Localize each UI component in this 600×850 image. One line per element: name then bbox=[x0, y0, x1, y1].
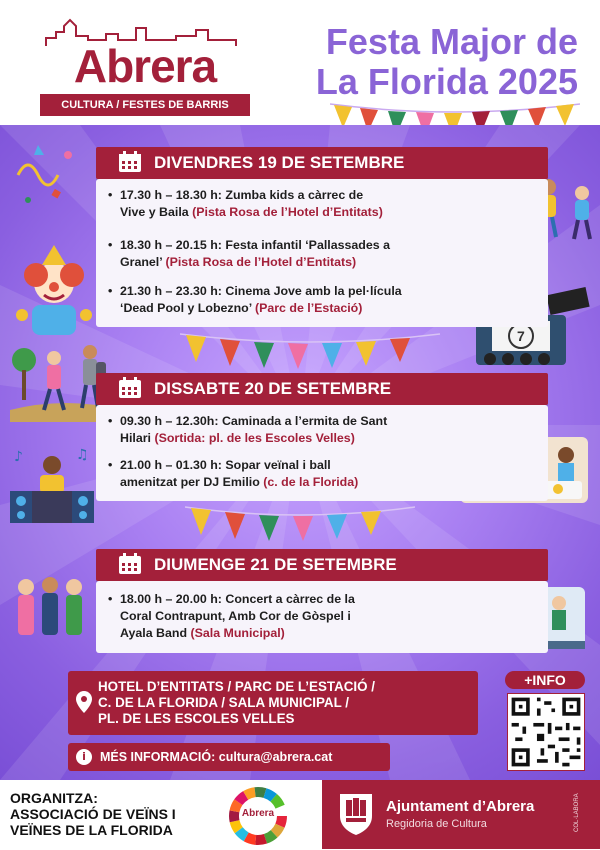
dj-illustration bbox=[10, 447, 94, 525]
svg-text:♫: ♫ bbox=[76, 447, 89, 463]
calendar-icon bbox=[118, 553, 142, 575]
choir-illustration bbox=[10, 573, 90, 647]
event-line: 21.00 h – 01.30 h: Sopar veïnal i ball bbox=[120, 458, 331, 472]
event-line: ‘Dead Pool y Lobezno’ bbox=[120, 301, 255, 315]
qr-section bbox=[505, 671, 585, 771]
day-label: DISSABTE 20 DE SETEMBRE bbox=[154, 379, 392, 398]
poster-body bbox=[0, 125, 600, 780]
page-title-line-1: Festa Major de bbox=[325, 21, 578, 62]
more-info-text[interactable]: MÉS INFORMACIÓ: cultura@abrera.cat bbox=[100, 750, 333, 764]
abrera-logo bbox=[36, 18, 254, 111]
confetti-decoration bbox=[8, 135, 88, 215]
event-line: Ayala Band bbox=[120, 626, 191, 640]
qr-code-icon bbox=[508, 694, 584, 770]
day-header-friday bbox=[96, 147, 548, 179]
page-title-line-2: La Florida 2025 bbox=[315, 61, 578, 102]
events-sunday bbox=[96, 581, 548, 653]
coat-of-arms-icon bbox=[338, 792, 374, 836]
event-place: (c. de la Florida) bbox=[263, 475, 359, 489]
day-header-saturday bbox=[96, 373, 548, 405]
bunting-middle-1 bbox=[180, 330, 440, 370]
ajuntament-name: Ajuntament d’Abrera bbox=[386, 798, 535, 815]
event-item bbox=[108, 413, 530, 447]
event-line: 18.00 h – 20.00 h: Concert a càrrec de la bbox=[120, 592, 355, 606]
event-line: Coral Contrapunt, Amb Cor de Gòspel i bbox=[120, 609, 351, 623]
sdg-text: Abrera bbox=[241, 808, 275, 819]
location-pin-icon bbox=[76, 691, 92, 713]
venue-line-1: HOTEL D’ENTITATS / PARC DE L’ESTACIÓ / bbox=[98, 679, 375, 694]
venues-box bbox=[68, 671, 478, 735]
events-friday bbox=[96, 179, 548, 327]
venue-line-2: C. DE LA FLORIDA / SALA MUNICIPAL / bbox=[98, 695, 349, 710]
event-place: (Pista Rosa de l’Hotel d’Entitats) bbox=[165, 255, 357, 269]
sdg-logo bbox=[228, 786, 288, 846]
event-line: amenitzat per DJ Emilio bbox=[120, 475, 264, 489]
calendar-icon bbox=[118, 377, 142, 399]
ajuntament-block bbox=[322, 780, 600, 849]
day-label: DIUMENGE 21 DE SETEMBRE bbox=[154, 555, 397, 574]
qr-code[interactable] bbox=[507, 693, 585, 771]
logo-name: Abrera bbox=[73, 40, 217, 92]
event-place: (Sortida: pl. de les Escoles Velles) bbox=[154, 431, 355, 445]
info-icon: i bbox=[76, 749, 92, 765]
day-label: DIVENDRES 19 DE SETEMBRE bbox=[154, 153, 405, 172]
event-line: Vive y Baila bbox=[120, 205, 193, 219]
bunting-middle-2 bbox=[185, 503, 415, 543]
event-line: 09.30 h – 12.30h: Caminada a l’ermita de Sant bbox=[120, 414, 388, 428]
svg-text:7: 7 bbox=[517, 328, 525, 344]
day-header-sunday bbox=[96, 549, 548, 581]
venue-line-3: PL. DE LES ESCOLES VELLES bbox=[98, 711, 295, 726]
event-place: (Sala Municipal) bbox=[190, 626, 285, 640]
footer bbox=[0, 780, 600, 849]
event-line: Granel’ bbox=[120, 255, 166, 269]
event-item bbox=[108, 591, 470, 642]
more-info-box bbox=[68, 743, 390, 771]
event-item bbox=[108, 187, 530, 221]
event-line: 17.30 h – 18.30 h: Zumba kids a càrrec de bbox=[120, 188, 364, 202]
calendar-icon bbox=[118, 151, 142, 173]
event-line: Hilari bbox=[120, 431, 155, 445]
event-item bbox=[108, 283, 530, 317]
header bbox=[0, 0, 600, 125]
event-place: (Parc de l’Estació) bbox=[254, 301, 363, 315]
collabora-label: COL·LABORA bbox=[574, 793, 580, 832]
organizer-name: ASSOCIACIÓ DE VEÏNS I VEÏNES DE LA FLORIDA bbox=[10, 806, 176, 838]
event-line: 21.30 h – 23.30 h: Cinema Jove amb la pel·lícula bbox=[120, 284, 402, 298]
event-place: (Pista Rosa de l’Hotel d’Entitats) bbox=[192, 205, 383, 219]
events-saturday bbox=[96, 405, 548, 501]
logo-subtitle: CULTURA / FESTES DE BARRIS bbox=[40, 94, 250, 116]
qr-label: +INFO bbox=[505, 671, 585, 689]
regidoria-name: Regidoria de Cultura bbox=[386, 818, 487, 830]
svg-text:♪: ♪ bbox=[14, 449, 23, 465]
organizer-label: ORGANITZA: bbox=[10, 790, 98, 806]
event-item bbox=[108, 237, 530, 271]
event-line: 18.30 h – 20.15 h: Festa infantil ‘Pallassades a bbox=[120, 238, 390, 252]
event-item bbox=[108, 457, 530, 491]
clown-illustration bbox=[12, 245, 96, 335]
